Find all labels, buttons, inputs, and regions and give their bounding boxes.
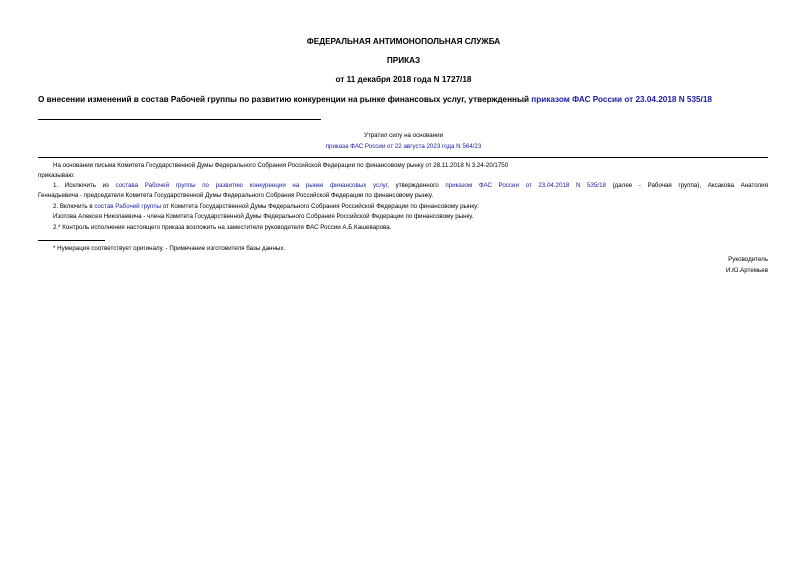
item-2-text-b: от Комитета Государственной Думы Федерального Собрания Российской Федерации по финансовому рынку: <box>161 203 479 210</box>
agency-title: ФЕДЕРАЛЬНАЯ АНТИМОНОПОЛЬНАЯ СЛУЖБА <box>306 37 501 46</box>
item-1-line-1 <box>53 182 768 190</box>
status-divider <box>38 157 768 158</box>
item-2-text-a: 2. Включить в <box>53 203 95 210</box>
working-group-link[interactable]: состава Рабочей группы по развитию конкуренции на рынке финансовых услуг <box>115 182 388 189</box>
subject-order-link[interactable]: приказом ФАС России от 23.04.2018 N 535/18 <box>531 95 712 104</box>
order-word: приказываю: <box>38 172 75 179</box>
item-1-line-2: Геннадьевича - председателя Комитета Государственной Думы Федерального Собрания Российской Федерации по финансовому рынку. <box>38 192 434 199</box>
order-535-link[interactable]: приказом ФАС России от 23.04.2018 N 535/18 <box>445 182 606 189</box>
item-1-text-c: (далее - Рабочая группа), Аксакова Анатолия <box>605 182 768 189</box>
working-group-composition-link[interactable]: состав Рабочей группы <box>94 203 162 210</box>
signature-title: Руководитель <box>728 256 768 263</box>
subject-text: О внесении изменений в состав Рабочей группы по развитию конкуренции на рынке финансовых услуг, утвержденный <box>38 95 532 104</box>
footnote: * Нумерация соответствует оригиналу. - Примечание изготовителя базы данных. <box>53 245 286 252</box>
signature-name: И.Ю.Артемьев <box>726 267 768 274</box>
item-2-line-1 <box>53 203 479 211</box>
item-1-text-b: , утвержденного <box>387 182 446 189</box>
header-divider <box>38 119 321 120</box>
document-type: ПРИКАЗ <box>386 56 421 65</box>
item-1-text-a: 1. Исключить из <box>53 182 116 189</box>
document-date-number: от 11 декабря 2018 года N 1727/18 <box>335 75 472 84</box>
item-2-line-2: Изотова Алексея Николаевича - члена Комитета Государственной Думы Федерального Собрания Российской Федерации по финансовому рынку. <box>53 213 474 220</box>
status-note-link[interactable]: приказа ФАС России от 22 августа 2023 года N 564/23 <box>325 143 482 150</box>
footnote-divider <box>38 240 105 241</box>
basis-paragraph: На основании письма Комитета Государственной Думы Федерального Собрания Российской Федерации по финансовому рынку от 28.11.2018 N 3.24-20/1750 <box>53 162 509 169</box>
status-note: Утратил силу на основании <box>363 132 444 139</box>
item-3-paragraph: 2.* Контроль исполнения настоящего приказа возложить на заместителя руководителя ФАС России А.Б.Кашеварова. <box>53 224 392 231</box>
document-subject <box>38 95 778 105</box>
